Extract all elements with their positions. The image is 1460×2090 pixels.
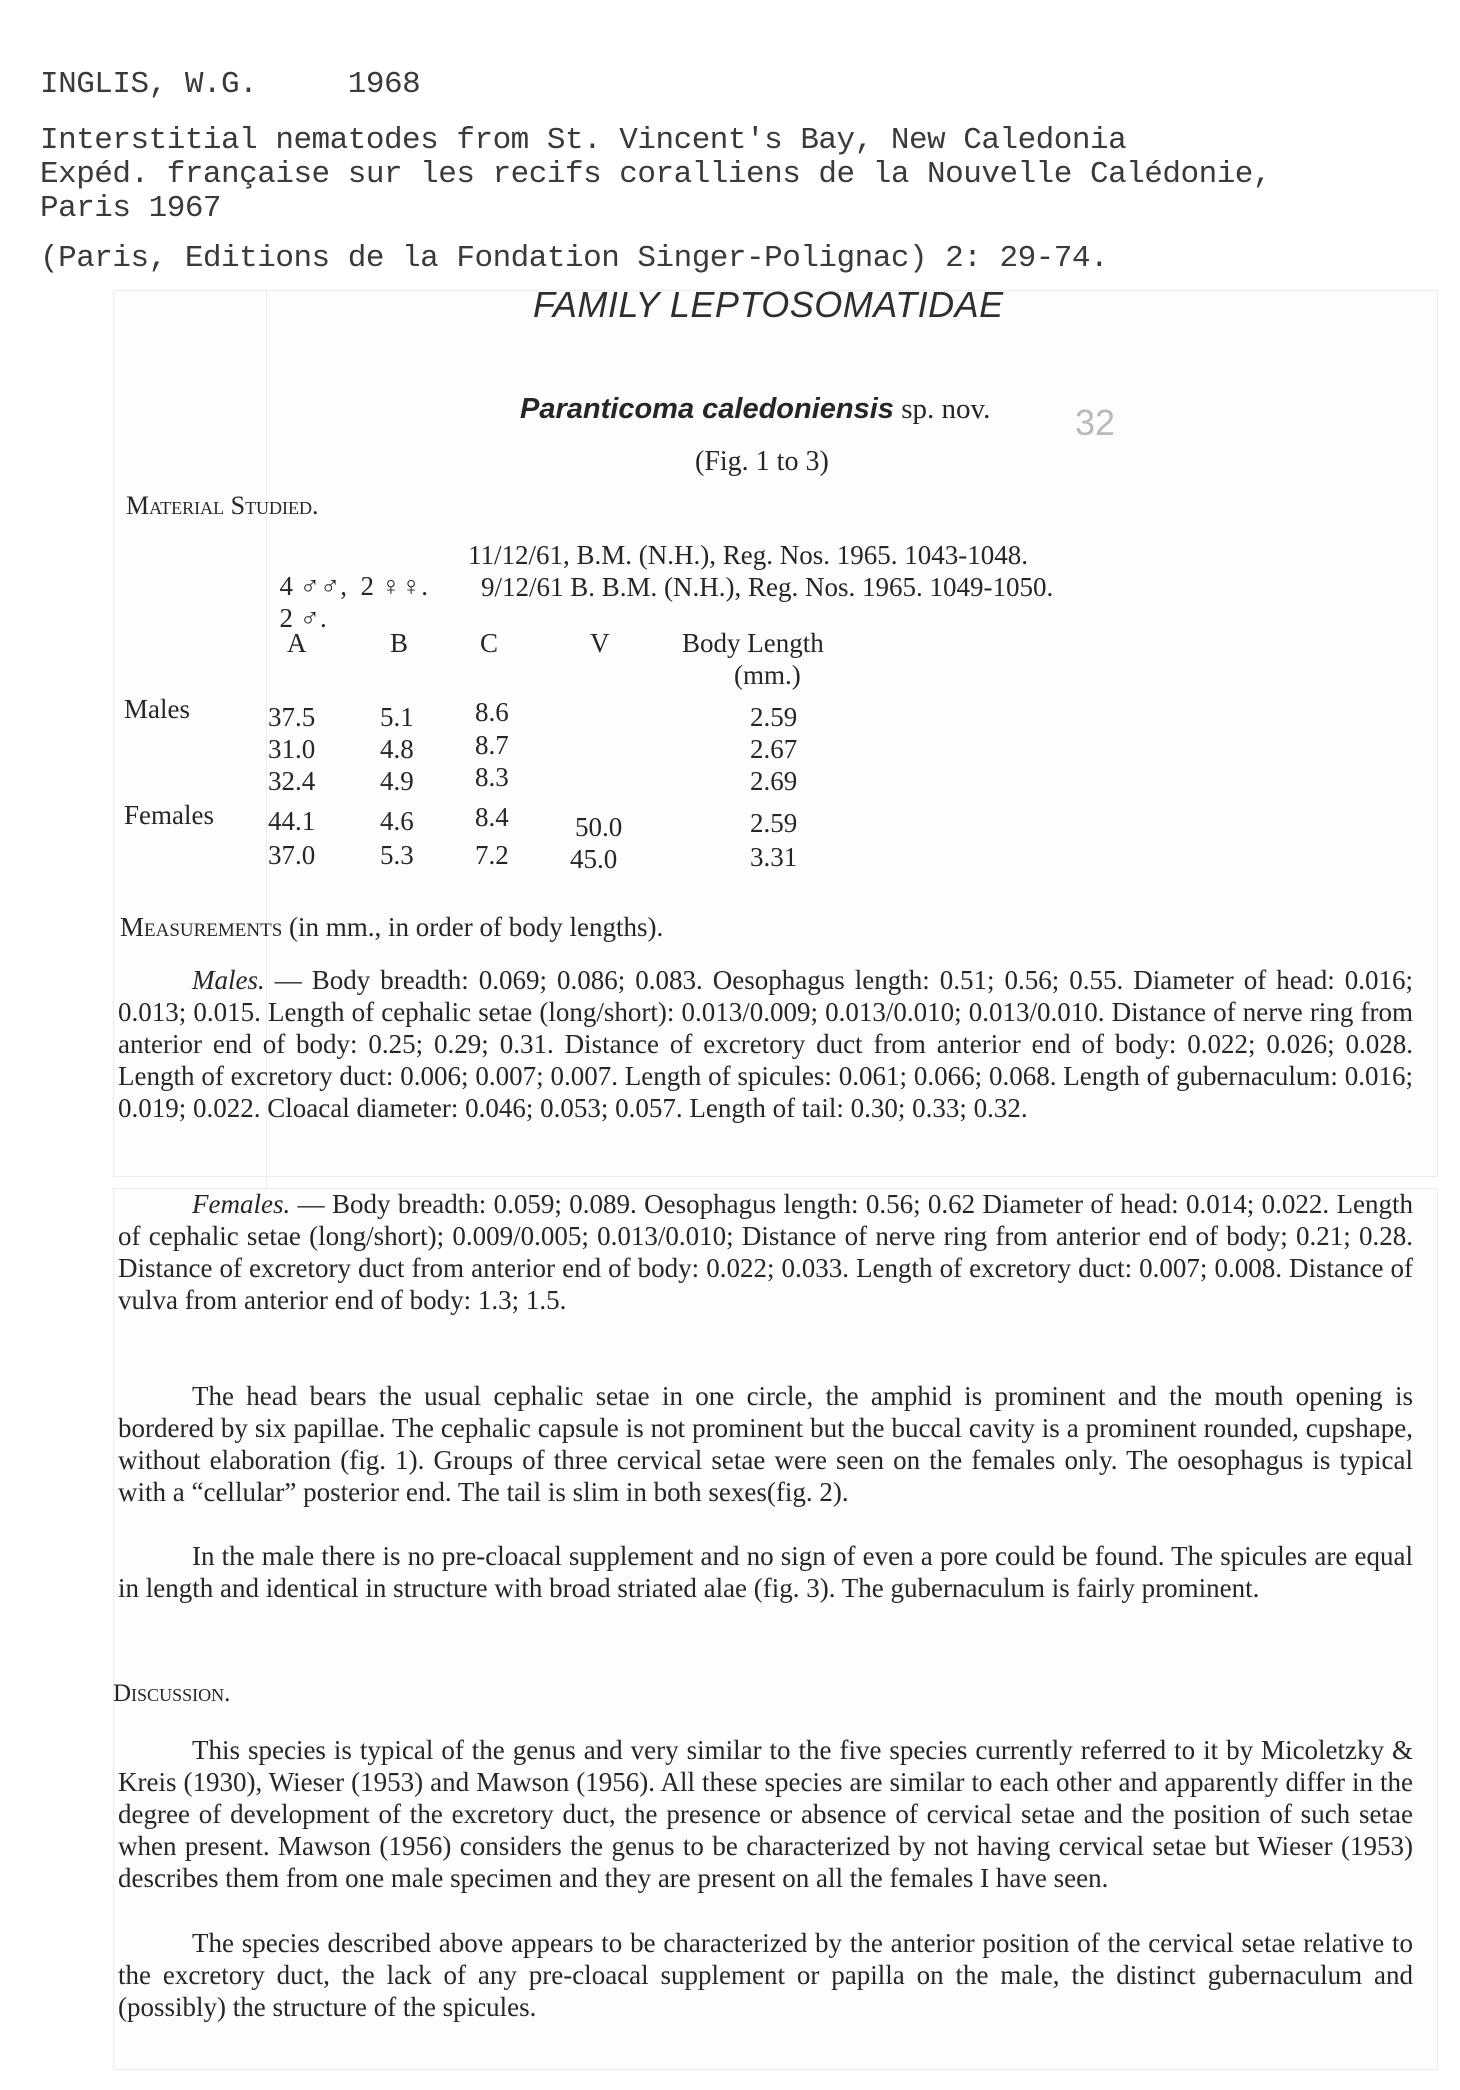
table-cell: 8.4 xyxy=(475,802,509,832)
table-cell: 4.6 xyxy=(380,806,414,836)
author-line xyxy=(40,68,1271,102)
species-suffix: sp. nov. xyxy=(901,393,991,425)
figure-reference: (Fig. 1 to 3) xyxy=(695,446,829,477)
table-cell: 2.69 xyxy=(750,766,798,796)
author: INGLIS, W.G. xyxy=(40,67,258,102)
table-cell: 4.8 xyxy=(380,734,414,764)
column-header-a: A xyxy=(287,628,307,658)
males-text: — Body breadth: 0.069; 0.086; 0.083. Oesophagus length: 0.51; 0.56; 0.55. Diameter of head: 0.016; 0.013; 0.015. Length of cephalic setae (long/short): 0.013/0.009; 0.013/0.010; 0.013/0.010. Distance of nerve ring from anterior end of body: 0.25; 0.29; 0.31. Distance of excretory duct from anterior end of body: 0.022; 0.026; 0.028. Length of excretory duct: 0.006; 0.007; 0.007. Length of spicules: 0.061; 0.066; 0.068. Length of gubernaculum: 0.016; 0.019; 0.022. Cloacal diameter: 0.046; 0.053; 0.057. Length of tail: 0.30; 0.33; 0.32. xyxy=(118,965,1413,1123)
measurements-note: (in mm., in order of body lengths). xyxy=(289,912,664,942)
material-specimens: 2 ♂. xyxy=(279,603,327,633)
table-cell: 3.31 xyxy=(750,842,798,872)
measurements-label: Measurements xyxy=(120,912,283,942)
males-label: Males. xyxy=(192,965,265,995)
table-cell: 37.0 xyxy=(268,840,316,870)
material-specimens: 4 ♂♂, 2 ♀♀. xyxy=(279,571,428,601)
citation-header xyxy=(40,68,1271,276)
column-header-unit: (mm.) xyxy=(734,660,801,690)
table-cell: 2.59 xyxy=(750,702,798,732)
discussion-heading: Discussion. xyxy=(113,1680,231,1707)
description-paragraph-1 xyxy=(118,1380,1413,1508)
description-text: The head bears the usual cephalic setae in one circle, the amphid is prominent and the mouth opening is bordered by six papillae. The cephalic capsule is not prominent but the buccal cavity is a prominent rounded, cupshape, without elaboration (fig. 1). Groups of three cervical setae were seen on the females only. The oesophagus is typical with a “cellular” posterior end. The tail is slim in both sexes(fig. 2). xyxy=(118,1381,1413,1507)
table-cell: 2.59 xyxy=(750,808,798,838)
pencil-annotation: 32 xyxy=(1075,402,1116,443)
title-line-3: Paris 1967 xyxy=(40,191,222,226)
material-row-details: 9/12/61 B. B.M. (N.H.), Reg. Nos. 1965. 1049-1050. xyxy=(481,572,1054,602)
table-cell: 5.3 xyxy=(380,840,414,870)
table-cell: 32.4 xyxy=(268,766,316,796)
title-line-2: Expéd. française sur les recifs coralliens de la Nouvelle Calédonie, xyxy=(40,157,1272,192)
column-header-v: V xyxy=(590,628,610,658)
group-label-males: Males xyxy=(124,694,190,724)
measurements-heading xyxy=(120,912,663,943)
females-measurements xyxy=(118,1188,1413,1316)
table-cell: 5.1 xyxy=(380,702,414,732)
table-cell: 8.7 xyxy=(475,730,509,760)
material-row xyxy=(266,572,327,634)
table-cell: 44.1 xyxy=(268,806,316,836)
source-line: (Paris, Editions de la Fondation Singer-Polignac) 2: 29-74. xyxy=(40,241,1109,276)
table-cell: 37.5 xyxy=(268,702,316,732)
table-cell: 4.9 xyxy=(380,766,414,796)
year: 1968 xyxy=(347,67,421,102)
column-header-c: C xyxy=(480,628,499,658)
discussion-text: This species is typical of the genus and very similar to the five species currently referred to it by Micoletzky & Kreis (1930), Wieser (1953) and Mawson (1956). All these species are similar to each other and apparently differ in the degree of development of the excretory duct, the presence or absence of cervical setae and the position of such setae when present. Mawson (1956) considers the genus to be characterized by not having cervical setae but Wieser (1953) describes them from one male specimen and they are present on all the females I have seen. xyxy=(118,1735,1413,1893)
females-text: — Body breadth: 0.059; 0.089. Oesophagus length: 0.56; 0.62 Diameter of head: 0.014; 0.022. Length of cephalic setae (long/short); 0.009/0.005; 0.013/0.010; Distance of nerve ring from anterior end of body; 0.21; 0.28. Distance of excretory duct from anterior end of body: 0.022; 0.033. Length of excretory duct: 0.007; 0.008. Distance of vulva from anterior end of body: 1.3; 1.5. xyxy=(118,1189,1413,1315)
table-cell: 8.3 xyxy=(475,762,509,792)
title-line-1: Interstitial nematodes from St. Vincent's Bay, New Caledonia xyxy=(40,123,1127,158)
family-heading: FAMILY LEPTOSOMATIDAE xyxy=(533,284,1004,325)
table-cell: 45.0 xyxy=(570,844,618,874)
males-measurements xyxy=(118,964,1413,1124)
description-text: In the male there is no pre-cloacal supplement and no sign of even a pore could be found. The spicules are equal in length and identical in structure with broad striated alae (fig. 3). The gubernaculum is fairly prominent. xyxy=(118,1541,1413,1603)
discussion-paragraph-2 xyxy=(118,1927,1413,2023)
column-header-b: B xyxy=(390,628,409,658)
table-cell: 2.67 xyxy=(750,734,798,764)
species-name: Paranticoma caledoniensis xyxy=(520,393,894,425)
species-heading xyxy=(520,393,990,426)
description-paragraph-2 xyxy=(118,1540,1413,1604)
group-label-females: Females xyxy=(124,800,214,830)
table-cell: 50.0 xyxy=(575,812,623,842)
material-row-details: 11/12/61, B.M. (N.H.), Reg. Nos. 1965. 1043-1048. xyxy=(468,540,1028,570)
table-cell: 8.6 xyxy=(475,697,509,727)
females-label: Females. xyxy=(192,1189,291,1219)
column-header-body-length: Body Length xyxy=(682,628,824,658)
discussion-paragraph-1 xyxy=(118,1734,1413,1894)
table-cell: 31.0 xyxy=(268,734,316,764)
table-cell: 7.2 xyxy=(475,840,509,870)
material-heading: Material Studied. xyxy=(126,491,319,520)
discussion-text: The species described above appears to be characterized by the anterior position of the cervical setae relative to the excretory duct, the lack of any pre-cloacal supplement or papilla on the male, the distinct gubernaculum and (possibly) the structure of the spicules. xyxy=(118,1928,1413,2022)
